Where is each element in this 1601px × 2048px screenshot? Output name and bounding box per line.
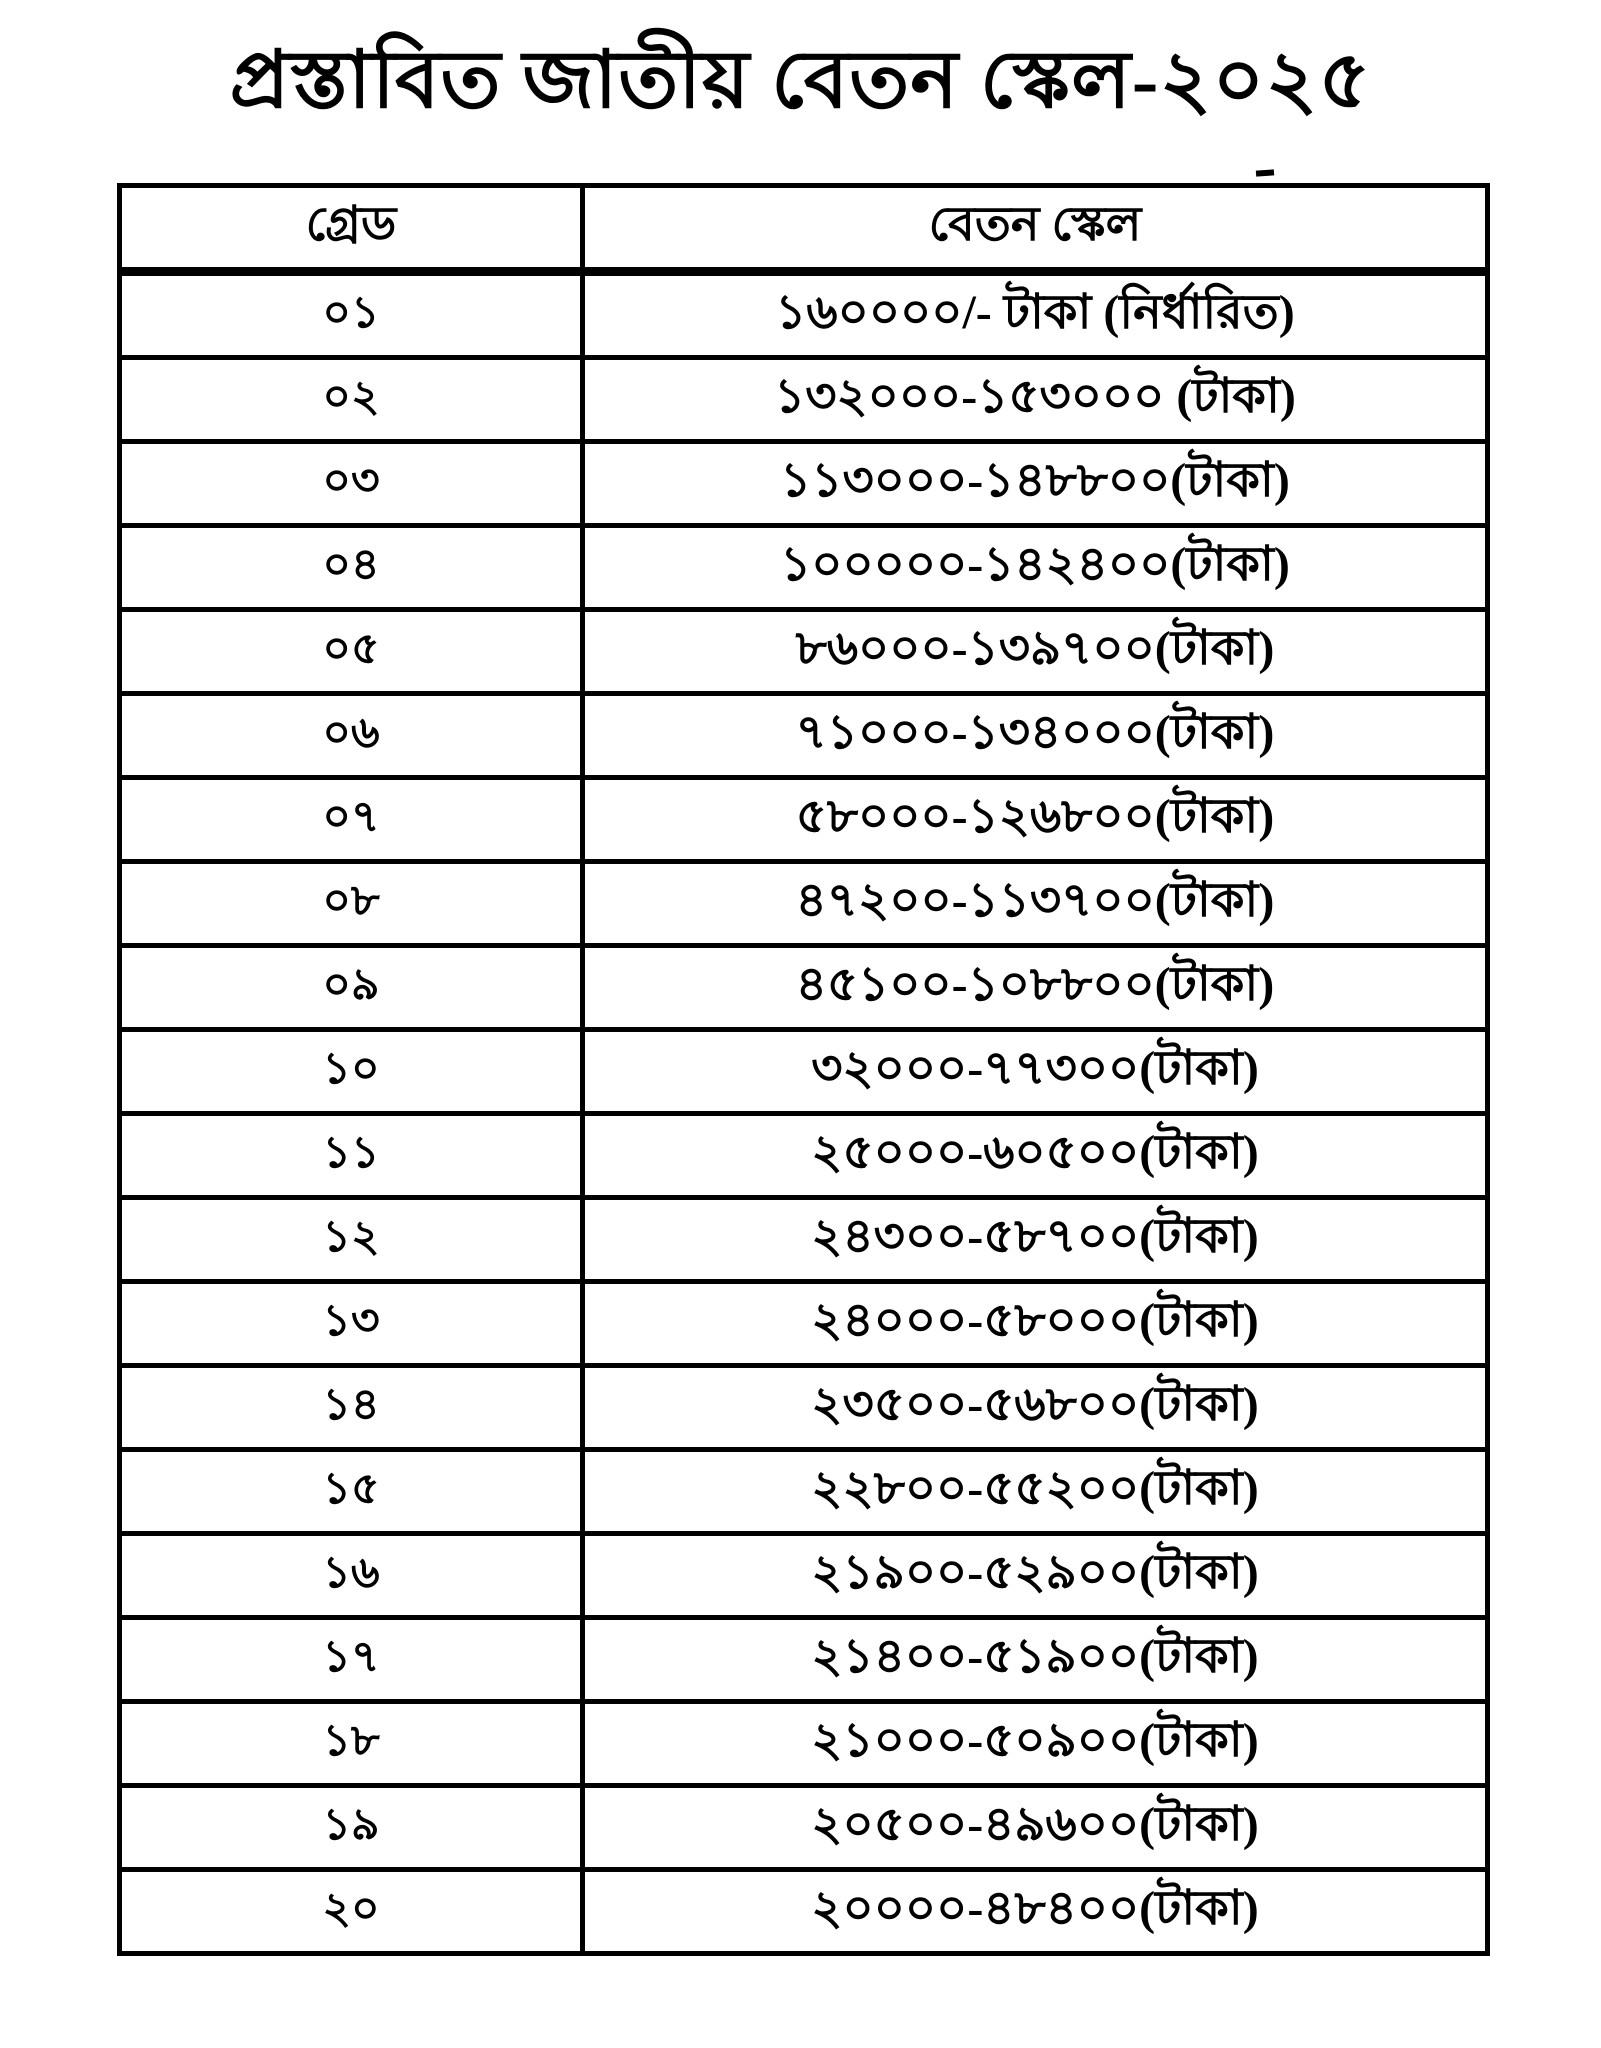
scale-cell: ২০০০০-৪৮৪০০(টাকা): [583, 1870, 1488, 1954]
table-row: [120, 1450, 1488, 1534]
grade-cell: ১৭: [120, 1618, 583, 1702]
table-row: [120, 1030, 1488, 1114]
table-row: [120, 1870, 1488, 1954]
scale-cell: ২১৯০০-৫২৯০০(টাকা): [583, 1534, 1488, 1618]
grade-cell: ০৩: [120, 442, 583, 526]
scale-cell: ২১০০০-৫০৯০০(টাকা): [583, 1702, 1488, 1786]
grade-cell: ০৯: [120, 946, 583, 1030]
table-row: [120, 1366, 1488, 1450]
table-row: [120, 526, 1488, 610]
table-row: [120, 778, 1488, 862]
grade-cell: ১৫: [120, 1450, 583, 1534]
scale-cell: ৩২০০০-৭৭৩০০(টাকা): [583, 1030, 1488, 1114]
grade-cell: ০৫: [120, 610, 583, 694]
scale-cell: ২৫০০০-৬০৫০০(টাকা): [583, 1114, 1488, 1198]
grade-cell: ১১: [120, 1114, 583, 1198]
grade-column-header: গ্রেড: [120, 186, 583, 272]
scale-cell: ১১৩০০০-১৪৮৮০০(টাকা): [583, 442, 1488, 526]
table-row: [120, 358, 1488, 442]
table-row: [120, 610, 1488, 694]
grade-cell: ১০: [120, 1030, 583, 1114]
table-row: [120, 272, 1488, 358]
scale-cell: ৫৮০০০-১২৬৮০০(টাকা): [583, 778, 1488, 862]
scale-column-header: বেতন স্কেল: [583, 186, 1488, 272]
table-row: [120, 1534, 1488, 1618]
scale-cell: ২২৮০০-৫৫২০০(টাকা): [583, 1450, 1488, 1534]
table-row: [120, 1702, 1488, 1786]
grade-cell: ০১: [120, 272, 583, 358]
table-row: [120, 946, 1488, 1030]
header-row: [120, 186, 1488, 272]
scale-cell: ২১৪০০-৫১৯০০(টাকা): [583, 1618, 1488, 1702]
grade-cell: ০২: [120, 358, 583, 442]
scale-cell: ২০৫০০-৪৯৬০০(টাকা): [583, 1786, 1488, 1870]
scale-cell: ৮৬০০০-১৩৯৭০০(টাকা): [583, 610, 1488, 694]
grade-cell: ২০: [120, 1870, 583, 1954]
scale-cell: ৪৭২০০-১১৩৭০০(টাকা): [583, 862, 1488, 946]
table-row: [120, 1282, 1488, 1366]
grade-cell: ১৪: [120, 1366, 583, 1450]
grade-cell: ০৬: [120, 694, 583, 778]
grade-cell: ১২: [120, 1198, 583, 1282]
table-body: [120, 272, 1488, 1954]
table-row: [120, 1114, 1488, 1198]
scale-cell: ৭১০০০-১৩৪০০০(টাকা): [583, 694, 1488, 778]
grade-cell: ১৬: [120, 1534, 583, 1618]
scale-cell: ২৪০০০-৫৮০০০(টাকা): [583, 1282, 1488, 1366]
table-row: [120, 1198, 1488, 1282]
scale-cell: ২৩৫০০-৫৬৮০০(টাকা): [583, 1366, 1488, 1450]
grade-cell: ১৯: [120, 1786, 583, 1870]
pay-scale-table: [117, 183, 1490, 1956]
table-row: [120, 442, 1488, 526]
grade-cell: ১৮: [120, 1702, 583, 1786]
scale-cell: ৪৫১০০-১০৮৮০০(টাকা): [583, 946, 1488, 1030]
grade-cell: ০৮: [120, 862, 583, 946]
page-title: প্রস্তাবিত জাতীয় বেতন স্কেল-২০২৫: [229, 37, 1372, 125]
grade-cell: ০৭: [120, 778, 583, 862]
scale-cell: ১৩২০০০-১৫৩০০০ (টাকা): [583, 358, 1488, 442]
scale-cell: ১০০০০০-১৪২৪০০(টাকা): [583, 526, 1488, 610]
scale-cell: ২৪৩০০-৫৮৭০০(টাকা): [583, 1198, 1488, 1282]
grade-cell: ১৩: [120, 1282, 583, 1366]
scale-cell: ১৬০০০০/- টাকা (নির্ধারিত): [583, 272, 1488, 358]
table-row: [120, 694, 1488, 778]
table-header: [120, 186, 1488, 272]
table-row: [120, 1618, 1488, 1702]
table-row: [120, 1786, 1488, 1870]
grade-cell: ০৪: [120, 526, 583, 610]
table-row: [120, 862, 1488, 946]
title-dash-mark: [1256, 169, 1274, 176]
